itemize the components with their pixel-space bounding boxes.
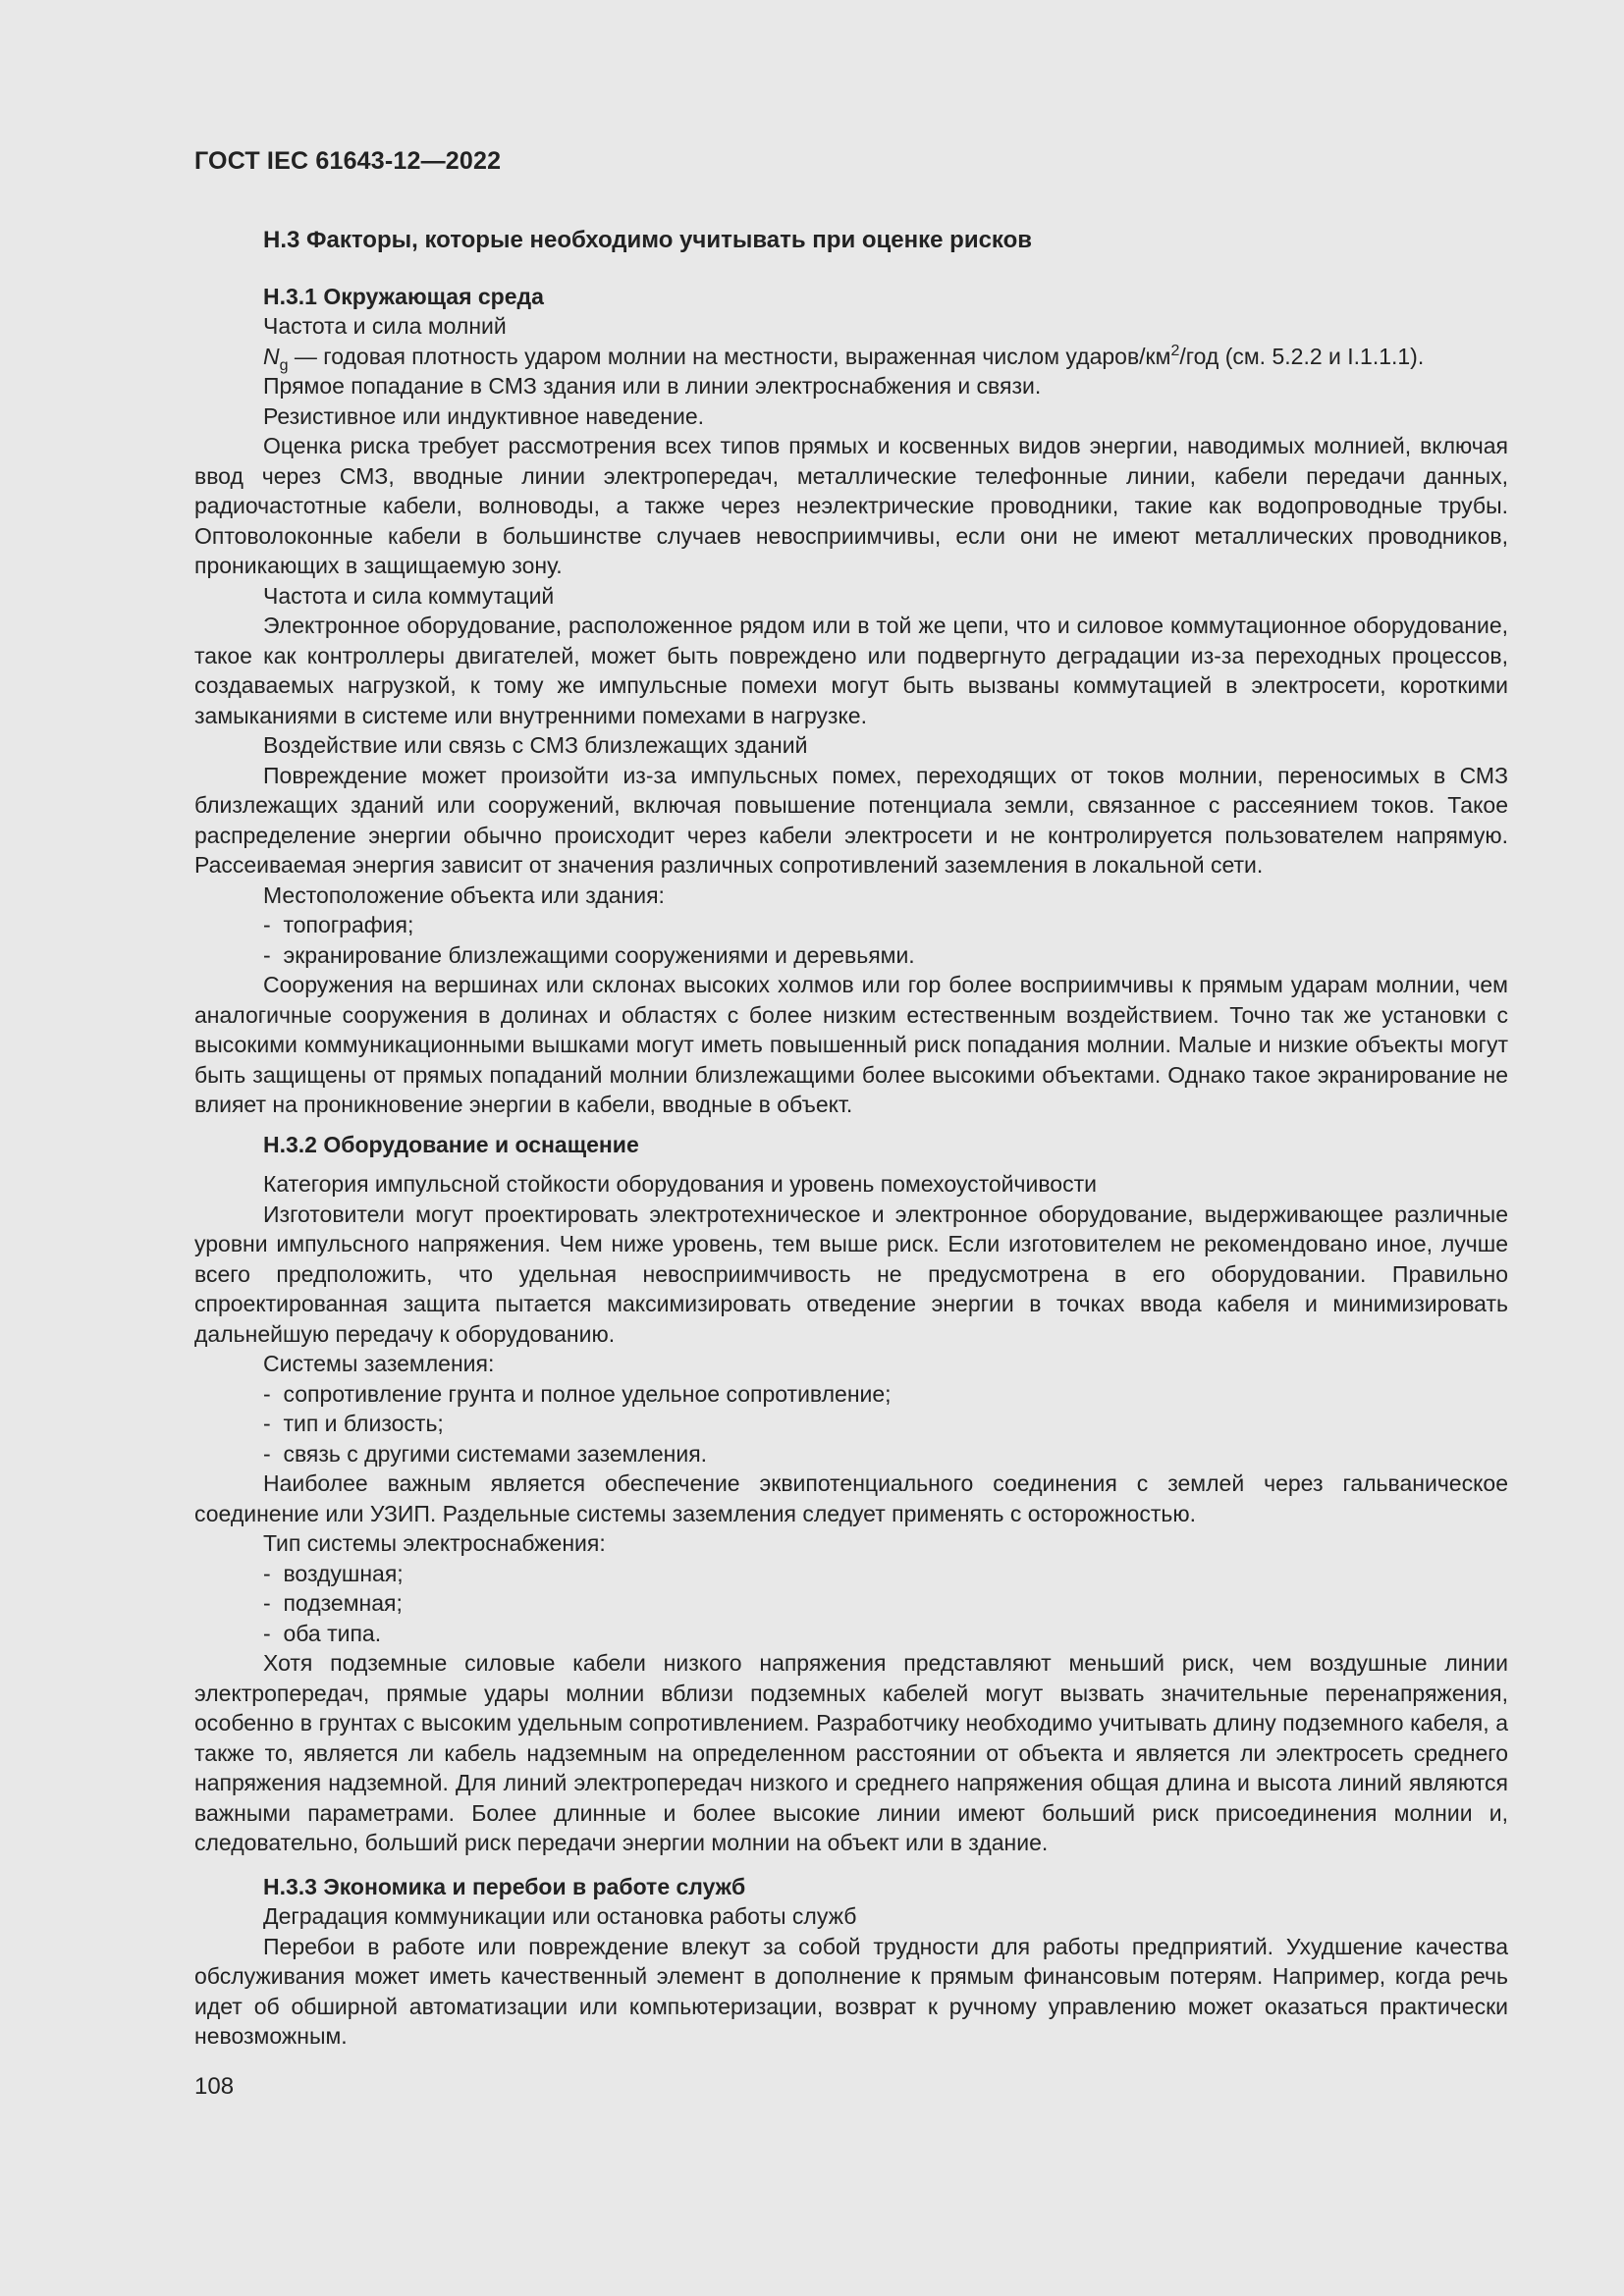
- ng-subscript: g: [279, 356, 289, 374]
- list-item: - экранирование близлежащими сооружениями и деревьями.: [194, 940, 1508, 971]
- page-number: 108: [194, 2073, 235, 2100]
- ng-definition: [194, 342, 1508, 372]
- document-body: [194, 226, 1508, 2052]
- line: Местоположение объекта или здания:: [263, 881, 665, 908]
- line: Категория импульсной стойкости оборудования и уровень помехоустойчивости: [263, 1171, 1097, 1197]
- subsection-heading-h33: H.3.3 Экономика и перебои в работе служб: [263, 1873, 746, 1899]
- line: Воздействие или связь с СМЗ близлежащих зданий: [263, 732, 808, 758]
- list-item: - связь с другими системами заземления.: [194, 1439, 1508, 1469]
- line: Системы заземления:: [263, 1351, 495, 1376]
- paragraph: Изготовители могут проектировать электротехническое и электронное оборудование, выдерживающее различные уровни импульсного напряжения. Чем ниже уровень, тем выше риск. Если изготовителем не рекомендовано иное, лучше всего предположить, что удельная невосприимчивость не предусмотрена в его оборудовании. Правильно спроектированная защита пытается максимизировать отведение энергии в точках ввода кабеля и минимизировать дальнейшую передачу к оборудованию.: [194, 1201, 1508, 1347]
- list-item: - топография;: [194, 910, 1508, 940]
- subsection-heading-h32: H.3.2 Оборудование и оснащение: [263, 1131, 639, 1157]
- line: Прямое попадание в СМЗ здания или в линии электроснабжения и связи.: [263, 373, 1042, 399]
- ng-symbol: N: [263, 343, 280, 369]
- subsection-heading-h31: H.3.1 Окружающая среда: [263, 283, 544, 309]
- ng-superscript: 2: [1170, 342, 1180, 359]
- list-item: - воздушная;: [194, 1559, 1508, 1589]
- line: Тип системы электроснабжения:: [263, 1530, 606, 1556]
- ng-text: — годовая плотность ударом молнии на местности, выраженная числом ударов/км: [288, 343, 1171, 369]
- paragraph: Перебои в работе или повреждение влекут за собой трудности для работы предприятий. Ухудшение качества обслуживания может иметь качественный элемент в дополнение к прямым финансовым потерям. Например, когда речь идет об обширной автоматизации или компьютеризации, возврат к ручному управлению может оказаться практически невозможным.: [194, 1933, 1508, 2049]
- line: Частота и сила коммутаций: [263, 582, 555, 609]
- list-item: - тип и близость;: [194, 1409, 1508, 1439]
- paragraph: Сооружения на вершинах или склонах высоких холмов или гор более восприимчивы к прямым ударам молнии, чем аналогичные сооружения в долинах и областях с более низким естественным воздействием. Точно так же установки с высокими коммуникационными вышками могут иметь повышенный риск попадания молнии. Малые и низкие объекты могут быть защищены от прямых попаданий молнии близлежащими более высокими объектами. Однако такое экранирование не влияет на проникновение энергии в кабели, вводные в объект.: [194, 972, 1508, 1117]
- paragraph: Наиболее важным является обеспечение эквипотенциального соединения с землей через гальваническое соединение или УЗИП. Раздельные системы заземления следует применять с осторожностью.: [194, 1470, 1508, 1526]
- list-item: - подземная;: [194, 1588, 1508, 1619]
- paragraph: Электронное оборудование, расположенное рядом или в той же цепи, что и силовое коммутационное оборудование, такое как контроллеры двигателей, может быть повреждено или подвергнуто деградации из-за переходных процессов, создаваемых нагрузкой, к тому же импульсные помехи могут быть вызваны коммутацией в электросети, короткими замыканиями в системе или внутренними помехами в нагрузке.: [194, 613, 1508, 728]
- line: Резистивное или индуктивное наведение.: [263, 402, 705, 429]
- list-item: - сопротивление грунта и полное удельное сопротивление;: [194, 1379, 1508, 1410]
- document-header: ГОСТ IEC 61643-12—2022: [194, 147, 502, 175]
- list-item: - оба типа.: [194, 1619, 1508, 1649]
- line: Деградация коммуникации или остановка работы служб: [263, 1903, 857, 1929]
- line: Частота и сила молний: [263, 313, 507, 339]
- section-heading-h3: H.3 Факторы, которые необходимо учитывать при оценке рисков: [263, 227, 1033, 253]
- ng-text-end: /год (см. 5.2.2 и I.1.1.1).: [1179, 343, 1425, 369]
- paragraph: Оценка риска требует рассмотрения всех типов прямых и косвенных видов энергии, наводимых молнией, включая ввод через СМЗ, вводные линии электропередач, металлические телефонные линии, кабели передачи данных, радиочастотные кабели, волноводы, а также через неэлектрические проводники, такие как водопроводные трубы. Оптоволоконные кабели в большинстве случаев невосприимчивы, если они не имеют металлических проводников, проникающих в защищаемую зону.: [194, 433, 1508, 578]
- paragraph: Хотя подземные силовые кабели низкого напряжения представляют меньший риск, чем воздушные линии электропередач, прямые удары молнии вблизи подземных кабелей могут вызвать значительные перенапряжения, особенно в грунтах с высоким удельным сопротивлением. Разработчику необходимо учитывать длину подземного кабеля, а также то, является ли кабель надземным на определенном расстоянии от объекта и является ли электросеть среднего напряжения надземной. Для линий электропередач низкого и среднего напряжения общая длина и высота линий являются важными параметрами. Более длинные и более высокие линии имеют больший риск присоединения молнии и, следовательно, больший риск передачи энергии молнии на объект или в здание.: [194, 1650, 1508, 1855]
- paragraph: Повреждение может произойти из-за импульсных помех, переходящих от токов молнии, переносимых в СМЗ близлежащих зданий или сооружений, включая повышение потенциала земли, связанное с рассеянием токов. Такое распределение энергии обычно происходит через кабели электросети и не контролируется пользователем напрямую. Рассеиваемая энергия зависит от значения различных сопротивлений заземления в локальной сети.: [194, 762, 1508, 878]
